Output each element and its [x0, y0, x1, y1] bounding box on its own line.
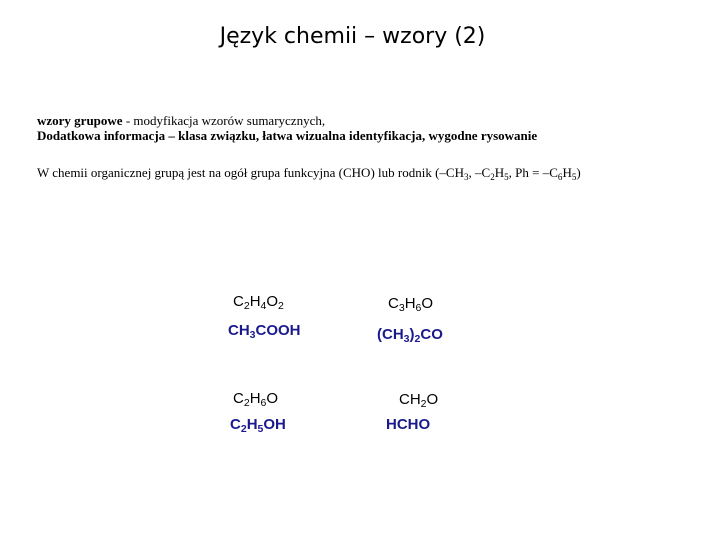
formaldehyde-molecular-formula [399, 391, 438, 408]
organic-group-text: H [562, 165, 572, 180]
organic-group-text: H [494, 165, 505, 180]
formula-text: O [266, 390, 279, 407]
formula-subscript: 6 [415, 302, 422, 314]
formula-text: CH [228, 322, 250, 339]
definition-term: wzory grupowe [37, 113, 123, 128]
formula-text: ) [409, 326, 415, 343]
formula-subscript: 2 [243, 300, 250, 312]
additional-info-line: Dodatkowa informacja – klasa związku, łatwa wizualna identyfikacja, wygodne rysowanie [37, 128, 538, 143]
acetone-molecular-formula [388, 295, 433, 312]
formula-subscript: 2 [243, 397, 250, 409]
organic-group-text: ) [576, 165, 581, 180]
formula-subscript: 3 [398, 302, 405, 314]
acetic-acid-molecular-formula [233, 293, 284, 310]
formula-text: H [249, 390, 261, 407]
organic-group-text: , Ph = –C [508, 165, 558, 180]
acetone-group-formula [377, 326, 443, 343]
formaldehyde-group-formula [386, 416, 430, 433]
formula-text: O [266, 293, 279, 310]
organic-group-line [37, 165, 581, 180]
page-title: Język chemii – wzory (2) [219, 24, 486, 49]
organic-group-text: , –C [468, 165, 491, 180]
subscript: 5 [571, 172, 577, 182]
formula-text: CH [399, 391, 421, 408]
definition-line [37, 113, 325, 128]
formula-text: C [233, 293, 244, 310]
subscript: 2 [490, 172, 495, 182]
subscript: 3 [463, 172, 469, 182]
definition-text: - modyfikacja wzorów sumarycznych, [122, 113, 326, 128]
formula-text: C [233, 390, 244, 407]
formula-text: COOH [255, 322, 301, 339]
formula-text: HCHO [386, 416, 431, 433]
formula-text: H [249, 293, 261, 310]
formula-subscript: 4 [260, 300, 267, 312]
formula-subscript: 2 [278, 300, 284, 312]
formula-subscript: 5 [257, 423, 264, 435]
formula-text: CO [420, 326, 443, 343]
formula-subscript: 3 [249, 329, 256, 341]
formula-text: C [230, 416, 241, 433]
formula-subscript: 2 [240, 423, 247, 435]
formula-text: C [388, 295, 399, 312]
organic-group-text: W chemii organicznej grupą jest na ogół grupa funkcyjna (CHO) lub rodnik (–CH [37, 165, 464, 180]
formula-text: H [246, 416, 258, 433]
ethanol-group-formula [230, 416, 286, 433]
formula-subscript: 6 [260, 397, 267, 409]
formula-text: O [421, 295, 434, 312]
subscript: 5 [504, 172, 509, 182]
formula-text: H [404, 295, 416, 312]
formula-subscript: 2 [414, 333, 421, 345]
acetic-acid-group-formula [228, 322, 301, 339]
ethanol-molecular-formula [233, 390, 278, 407]
subscript: 6 [557, 172, 563, 182]
formula-text: OH [263, 416, 286, 433]
formula-subscript: 3 [403, 333, 410, 345]
formula-text: O [426, 391, 439, 408]
formula-subscript: 2 [420, 398, 427, 410]
formula-text: (CH [377, 326, 404, 343]
